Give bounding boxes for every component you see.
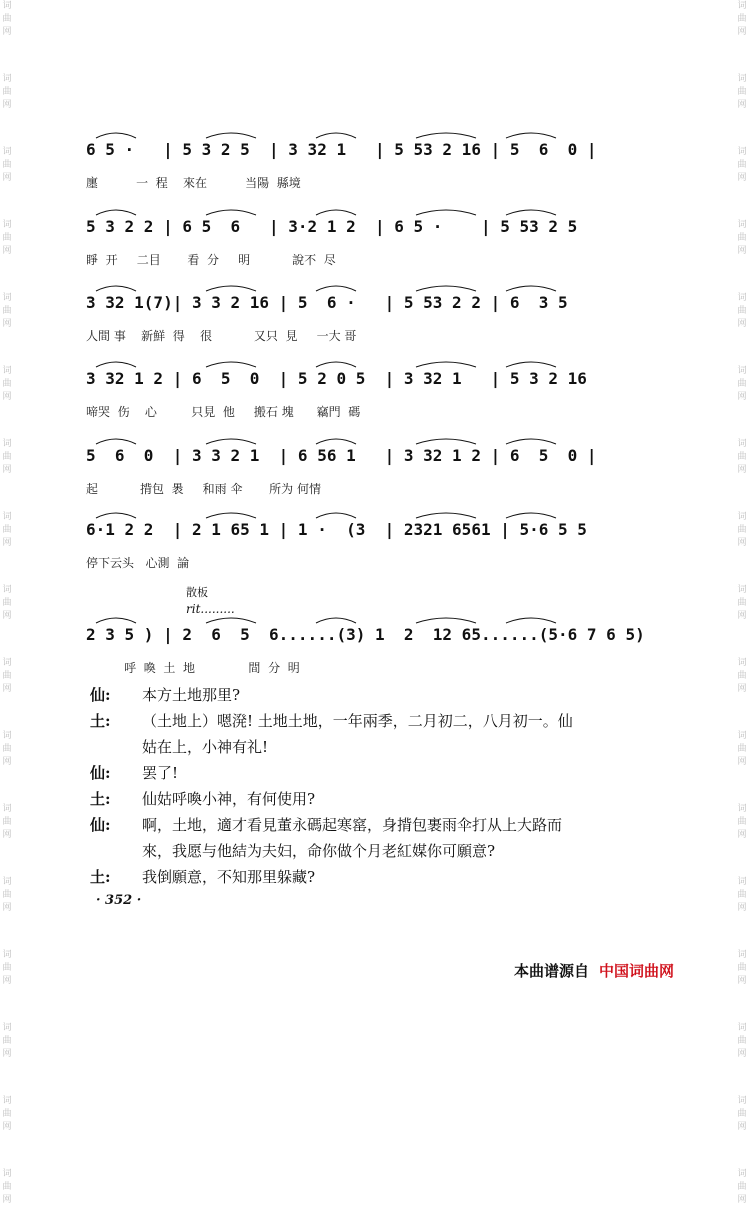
edge-mark-char: 网 — [2, 246, 12, 256]
edge-mark-char: 曲 — [2, 452, 12, 462]
slur-marks — [86, 611, 616, 625]
speaker-label: 仙: — [90, 686, 111, 704]
slur-marks — [86, 355, 616, 369]
edge-mark-char: 词 — [2, 220, 12, 230]
edge-mark-char: 曲 — [737, 1182, 747, 1192]
score-lyrics: 停下云头 心測 論 — [86, 556, 190, 570]
edge-mark — [737, 730, 746, 769]
edge-mark-char: 词 — [737, 585, 747, 595]
edge-mark-char: 网 — [2, 100, 12, 110]
speech-text — [142, 786, 650, 812]
edge-mark — [737, 292, 746, 331]
score-notes: 6·1 2 2 | 2 1 65 1 | 1 · (3 | 2321 6561 | 5·6 5 5 — [86, 520, 587, 539]
edge-mark-char: 曲 — [737, 87, 747, 97]
edge-mark-char: 词 — [2, 74, 12, 84]
edge-mark-char: 词 — [737, 877, 747, 887]
edge-mark — [737, 219, 746, 258]
source-watermark — [514, 960, 674, 981]
dialogue-line — [90, 864, 650, 890]
edge-mark-char: 曲 — [2, 160, 12, 170]
edge-mark-char: 网 — [737, 830, 747, 840]
speech-line: （土地上）嗯溌! 土地土地，一年兩季，二月初二，八月初一。仙 — [142, 712, 573, 730]
speech-line: 仙姑呼喚小神，有何使用? — [142, 790, 316, 808]
edge-mark-char: 词 — [2, 585, 12, 595]
speech-text — [142, 864, 650, 890]
edge-mark — [737, 1022, 746, 1061]
edge-mark-char: 曲 — [2, 1182, 12, 1192]
edge-mark-char: 曲 — [2, 14, 12, 24]
edge-mark — [737, 0, 746, 39]
edge-mark-char: 词 — [737, 512, 747, 522]
edge-mark-char: 网 — [737, 1195, 747, 1205]
edge-mark-char: 网 — [737, 27, 747, 37]
edge-mark — [737, 803, 746, 842]
edge-mark-char: 词 — [737, 658, 747, 668]
speech-text — [142, 760, 650, 786]
edge-mark-char: 词 — [737, 220, 747, 230]
edge-mark-char: 曲 — [2, 817, 12, 827]
edge-mark-char: 网 — [737, 392, 747, 402]
score-notes: 2 3 5 ) | 2 6 5 6......(3) 1 2 12 65......(5·6 7 6 5) — [86, 625, 645, 644]
edge-mark-char: 词 — [2, 147, 12, 157]
score-lyrics: 睜 开 二目 看 分 明 說不 尽 — [86, 253, 336, 267]
edge-mark-char: 网 — [737, 903, 747, 913]
edge-mark-char: 词 — [2, 877, 12, 887]
speaker-label: 仙: — [90, 816, 111, 834]
slur-marks — [86, 432, 616, 446]
edge-mark — [2, 0, 11, 39]
edge-mark — [2, 1168, 11, 1207]
edge-mark-char: 曲 — [2, 963, 12, 973]
dialogue-line — [90, 786, 650, 812]
edge-mark-char: 曲 — [2, 1109, 12, 1119]
edge-mark — [2, 438, 11, 477]
edge-mark-char: 网 — [737, 319, 747, 329]
score-lyrics: 啼哭 伤 心 只見 他 搬石 塊 竊門 碼 — [86, 405, 361, 419]
edge-mark — [737, 511, 746, 550]
edge-mark-char: 网 — [2, 611, 12, 621]
score-notes: 3 32 1 2 | 6 5 0 | 5 2 0 5 | 3 32 1 | 5 3 2 16 — [86, 369, 587, 388]
edge-mark-char: 网 — [2, 27, 12, 37]
edge-mark-char: 曲 — [2, 87, 12, 97]
rit-marking: rit......... — [186, 602, 235, 616]
edge-mark-char: 网 — [737, 100, 747, 110]
edge-mark-char: 曲 — [737, 890, 747, 900]
edge-mark-char: 网 — [737, 611, 747, 621]
dialogue-line — [90, 708, 650, 760]
edge-mark — [2, 365, 11, 404]
left-edge-watermark — [0, 0, 14, 1205]
edge-mark-char: 曲 — [737, 379, 747, 389]
edge-mark-char: 曲 — [737, 671, 747, 681]
right-edge-watermark — [735, 0, 749, 1205]
score-lyrics: 廛 一 程 來在 当陽 縣境 — [86, 176, 301, 190]
edge-mark — [737, 949, 746, 988]
edge-mark-char: 词 — [2, 804, 12, 814]
edge-mark-char: 网 — [2, 465, 12, 475]
edge-mark-char: 曲 — [737, 452, 747, 462]
edge-mark-char: 网 — [2, 1195, 12, 1205]
edge-mark-char: 曲 — [2, 671, 12, 681]
edge-mark — [2, 803, 11, 842]
page-number: · 352 · — [96, 893, 142, 908]
edge-mark-char: 词 — [2, 1, 12, 11]
dialogue-line — [90, 682, 650, 708]
source-prefix: 本曲谱源自 — [514, 962, 590, 980]
slur-marks — [86, 126, 616, 140]
edge-mark — [2, 219, 11, 258]
speech-text — [142, 812, 650, 864]
edge-mark-char: 网 — [737, 757, 747, 767]
edge-mark-char: 词 — [737, 147, 747, 157]
edge-mark-char: 曲 — [2, 890, 12, 900]
edge-mark-char: 词 — [2, 439, 12, 449]
speech-line: 來，我愿与他結为夫妇，命你做个月老紅媒你可願意? — [142, 842, 496, 860]
edge-mark-char: 词 — [737, 293, 747, 303]
edge-mark-char: 词 — [737, 804, 747, 814]
edge-mark-char: 词 — [2, 1023, 12, 1033]
slur-marks — [86, 506, 616, 520]
edge-mark — [737, 584, 746, 623]
edge-mark-char: 网 — [737, 1049, 747, 1059]
edge-mark-char: 网 — [737, 684, 747, 694]
edge-mark-char: 网 — [737, 976, 747, 986]
speech-text — [142, 682, 650, 708]
edge-mark-char: 网 — [737, 173, 747, 183]
edge-mark-char: 词 — [737, 74, 747, 84]
dialogue-line — [90, 760, 650, 786]
edge-mark-char: 网 — [2, 903, 12, 913]
edge-mark — [2, 730, 11, 769]
slur-marks — [86, 279, 616, 293]
edge-mark-char: 曲 — [2, 598, 12, 608]
speech-line: 本方土地那里? — [142, 686, 241, 704]
edge-mark-char: 词 — [737, 1, 747, 11]
edge-mark-char: 网 — [2, 1049, 12, 1059]
edge-mark-char: 词 — [737, 1096, 747, 1106]
edge-mark — [737, 73, 746, 112]
edge-mark-char: 曲 — [737, 14, 747, 24]
edge-mark-char: 网 — [2, 684, 12, 694]
slur-marks — [86, 203, 616, 217]
edge-mark-char: 网 — [2, 319, 12, 329]
edge-mark-char: 词 — [737, 1023, 747, 1033]
speech-line: 姑在上，小神有礼! — [142, 738, 269, 756]
edge-mark-char: 词 — [737, 366, 747, 376]
edge-mark-char: 曲 — [737, 598, 747, 608]
edge-mark-char: 词 — [737, 731, 747, 741]
edge-mark — [737, 876, 746, 915]
edge-mark-char: 网 — [737, 1122, 747, 1132]
score-lyrics: 起 揹包 褁 和雨 伞 所为 何情 — [86, 482, 321, 496]
edge-mark-char: 曲 — [737, 744, 747, 754]
edge-mark-char: 曲 — [2, 306, 12, 316]
edge-mark-char: 词 — [737, 439, 747, 449]
score-lyrics: 呼 喚 土 地 間 分 明 — [86, 661, 300, 675]
dialogue-section — [90, 682, 650, 890]
score-notes: 5 3 2 2 | 6 5 6 | 3·2 1 2 | 6 5 · | 5 53 2 5 — [86, 217, 578, 236]
edge-mark — [737, 1168, 746, 1207]
edge-mark-char: 网 — [2, 173, 12, 183]
edge-mark — [2, 1022, 11, 1061]
edge-mark — [2, 949, 11, 988]
score-notes: 5 6 0 | 3 3 2 1 | 6 56 1 | 3 32 1 2 | 6 5 0 | — [86, 446, 597, 465]
edge-mark — [737, 365, 746, 404]
speaker-label: 仙: — [90, 764, 111, 782]
edge-mark-char: 词 — [2, 731, 12, 741]
edge-mark — [737, 1095, 746, 1134]
speech-line: 啊，土地，適才看見董永碼起寒窰，身揹包裹雨伞打从上大路而 — [142, 816, 563, 834]
edge-mark-char: 词 — [2, 1169, 12, 1179]
edge-mark-char: 曲 — [737, 233, 747, 243]
edge-mark-char: 网 — [2, 538, 12, 548]
edge-mark-char: 词 — [2, 658, 12, 668]
tempo-marking: 散板 — [186, 586, 208, 599]
speech-line: 罢了! — [142, 764, 179, 782]
edge-mark-char: 曲 — [737, 525, 747, 535]
edge-mark-char: 词 — [737, 950, 747, 960]
dialogue-line — [90, 812, 650, 864]
score-lyrics: 人間 事 新鮮 得 很 又只 見 一大 哥 — [86, 329, 357, 343]
edge-mark-char: 曲 — [2, 233, 12, 243]
speech-line: 我倒願意，不知那里躲藏? — [142, 868, 316, 886]
speaker-label: 土: — [90, 868, 111, 886]
edge-mark — [2, 584, 11, 623]
score-notes: 6 5 · | 5 3 2 5 | 3 32 1 | 5 53 2 16 | 5 6 0 | — [86, 140, 597, 159]
edge-mark-char: 曲 — [2, 525, 12, 535]
edge-mark-char: 曲 — [737, 1109, 747, 1119]
edge-mark — [2, 657, 11, 696]
edge-mark-char: 曲 — [737, 817, 747, 827]
edge-mark-char: 词 — [2, 1096, 12, 1106]
edge-mark — [737, 146, 746, 185]
edge-mark-char: 曲 — [737, 306, 747, 316]
edge-mark — [2, 292, 11, 331]
edge-mark — [2, 876, 11, 915]
edge-mark-char: 曲 — [2, 379, 12, 389]
edge-mark-char: 词 — [737, 1169, 747, 1179]
edge-mark-char: 网 — [737, 246, 747, 256]
score-notes: 3 32 1(7)| 3 3 2 16 | 5 6 · | 5 53 2 2 | 6 3 5 — [86, 293, 568, 312]
edge-mark — [2, 146, 11, 185]
edge-mark-char: 网 — [2, 830, 12, 840]
edge-mark-char: 词 — [2, 950, 12, 960]
speech-text — [142, 708, 650, 760]
edge-mark-char: 网 — [737, 538, 747, 548]
edge-mark — [737, 657, 746, 696]
edge-mark-char: 曲 — [737, 963, 747, 973]
edge-mark — [737, 438, 746, 477]
edge-mark-char: 网 — [737, 465, 747, 475]
edge-mark — [2, 1095, 11, 1134]
speaker-label: 土: — [90, 790, 111, 808]
edge-mark-char: 曲 — [737, 1036, 747, 1046]
edge-mark-char: 词 — [2, 512, 12, 522]
edge-mark-char: 网 — [2, 976, 12, 986]
speaker-label: 土: — [90, 712, 111, 730]
edge-mark-char: 网 — [2, 1122, 12, 1132]
edge-mark-char: 网 — [2, 392, 12, 402]
edge-mark — [2, 73, 11, 112]
edge-mark-char: 曲 — [2, 744, 12, 754]
edge-mark-char: 词 — [2, 293, 12, 303]
edge-mark-char: 曲 — [737, 160, 747, 170]
edge-mark-char: 网 — [2, 757, 12, 767]
source-site: 中国词曲网 — [599, 962, 675, 980]
edge-mark — [2, 511, 11, 550]
edge-mark-char: 曲 — [2, 1036, 12, 1046]
edge-mark-char: 词 — [2, 366, 12, 376]
